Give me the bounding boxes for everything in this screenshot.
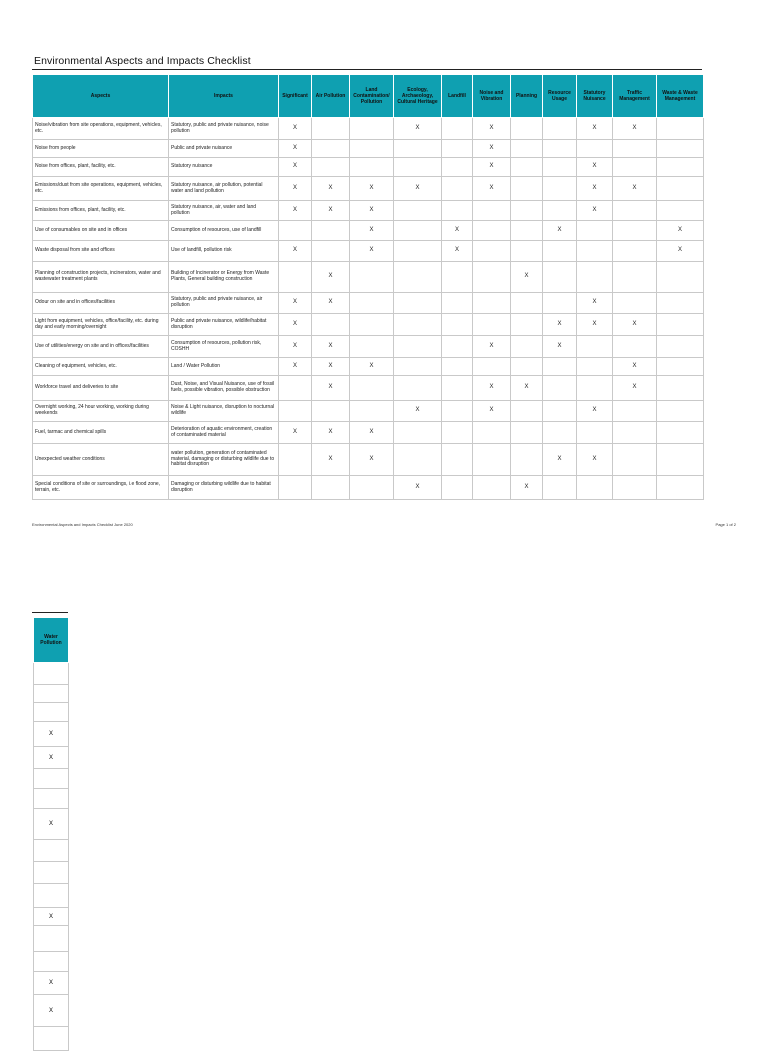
mark-cell xyxy=(613,476,657,500)
mark-cell: X xyxy=(312,422,350,444)
mark-cell: X xyxy=(473,376,511,401)
mark-cell: X xyxy=(577,158,613,177)
mark-cell xyxy=(577,422,613,444)
mark-cell xyxy=(543,241,577,262)
mark-cell xyxy=(543,140,577,158)
mark-cell: X xyxy=(312,201,350,221)
page2-row xyxy=(34,972,69,995)
mark-cell: X xyxy=(279,336,312,358)
water-pollution-cell: X xyxy=(34,995,69,1027)
mark-cell xyxy=(511,293,543,314)
mark-cell: X xyxy=(394,177,442,201)
mark-cell xyxy=(613,158,657,177)
mark-cell xyxy=(350,314,394,336)
mark-cell: X xyxy=(350,221,394,241)
impact-cell: Building of Incinerator or Energy from Waste Plants, General building construction xyxy=(169,262,279,293)
page2-row xyxy=(34,840,69,862)
mark-cell xyxy=(350,376,394,401)
footer-document-name: Environmental Aspects and Impacts Checklist June 2020 xyxy=(32,522,133,527)
page2-row xyxy=(34,809,69,840)
table-row xyxy=(33,444,704,476)
column-header: Aspects xyxy=(33,75,169,118)
mark-cell xyxy=(511,177,543,201)
mark-cell xyxy=(657,376,704,401)
mark-cell xyxy=(613,293,657,314)
mark-cell xyxy=(511,241,543,262)
mark-cell: X xyxy=(312,177,350,201)
page2-row xyxy=(34,769,69,789)
mark-cell xyxy=(577,376,613,401)
mark-cell xyxy=(657,158,704,177)
aspect-cell: Use of consumables on site and in offices xyxy=(33,221,169,241)
mark-cell xyxy=(394,241,442,262)
mark-cell: X xyxy=(577,314,613,336)
table-row xyxy=(33,336,704,358)
mark-cell xyxy=(394,444,442,476)
mark-cell xyxy=(543,158,577,177)
impact-cell: Deterioration of aquatic environment, creation of contaminated material xyxy=(169,422,279,444)
mark-cell xyxy=(442,314,473,336)
mark-cell xyxy=(394,140,442,158)
mark-cell xyxy=(657,201,704,221)
impact-cell: Statutory nuisance, air pollution, potential water and land pollution xyxy=(169,177,279,201)
mark-cell: X xyxy=(613,177,657,201)
table-row xyxy=(33,241,704,262)
mark-cell xyxy=(312,241,350,262)
water-pollution-cell: X xyxy=(34,809,69,840)
table-header-row xyxy=(33,75,704,118)
mark-cell: X xyxy=(577,401,613,422)
mark-cell xyxy=(613,444,657,476)
mark-cell xyxy=(613,241,657,262)
mark-cell xyxy=(442,444,473,476)
mark-cell xyxy=(442,118,473,140)
mark-cell xyxy=(657,422,704,444)
mark-cell xyxy=(279,401,312,422)
mark-cell xyxy=(312,158,350,177)
mark-cell: X xyxy=(279,241,312,262)
mark-cell xyxy=(394,358,442,376)
mark-cell xyxy=(657,293,704,314)
column-header: Air Pollution xyxy=(312,75,350,118)
page2-row xyxy=(34,952,69,972)
mark-cell xyxy=(657,401,704,422)
impact-cell: Consumption of resources, pollution risk, COSHH xyxy=(169,336,279,358)
page2-row xyxy=(34,789,69,809)
mark-cell: X xyxy=(312,293,350,314)
mark-cell: X xyxy=(312,262,350,293)
table-row xyxy=(33,158,704,177)
page2-row xyxy=(34,1027,69,1051)
mark-cell: X xyxy=(394,476,442,500)
mark-cell xyxy=(613,262,657,293)
mark-cell xyxy=(543,293,577,314)
column-header: Landfill xyxy=(442,75,473,118)
mark-cell xyxy=(511,358,543,376)
mark-cell xyxy=(473,314,511,336)
aspect-cell: Use of utilities/energy on site and in offices/facilities xyxy=(33,336,169,358)
table-row xyxy=(33,262,704,293)
column-header: Noise and Vibration xyxy=(473,75,511,118)
mark-cell xyxy=(511,158,543,177)
mark-cell xyxy=(473,241,511,262)
mark-cell xyxy=(543,177,577,201)
mark-cell xyxy=(350,336,394,358)
mark-cell xyxy=(577,221,613,241)
mark-cell: X xyxy=(543,444,577,476)
page2-row xyxy=(34,663,69,685)
column-header: Statutory Nuisance xyxy=(577,75,613,118)
mark-cell: X xyxy=(543,221,577,241)
mark-cell xyxy=(577,358,613,376)
mark-cell xyxy=(394,262,442,293)
page2-row xyxy=(34,722,69,747)
mark-cell xyxy=(511,422,543,444)
mark-cell xyxy=(473,444,511,476)
water-pollution-cell xyxy=(34,840,69,862)
mark-cell xyxy=(473,201,511,221)
mark-cell xyxy=(577,241,613,262)
table-row xyxy=(33,140,704,158)
mark-cell xyxy=(543,401,577,422)
table-row xyxy=(33,293,704,314)
mark-cell xyxy=(473,476,511,500)
water-pollution-cell xyxy=(34,926,69,952)
page2-row xyxy=(34,995,69,1027)
mark-cell xyxy=(442,476,473,500)
mark-cell xyxy=(473,293,511,314)
mark-cell xyxy=(543,376,577,401)
water-pollution-cell xyxy=(34,663,69,685)
mark-cell xyxy=(442,376,473,401)
mark-cell: X xyxy=(350,444,394,476)
mark-cell xyxy=(350,158,394,177)
impact-cell: Statutory nuisance xyxy=(169,158,279,177)
mark-cell: X xyxy=(511,476,543,500)
mark-cell: X xyxy=(613,118,657,140)
aspect-cell: Noise from people xyxy=(33,140,169,158)
mark-cell xyxy=(657,476,704,500)
mark-cell xyxy=(279,376,312,401)
water-pollution-cell xyxy=(34,1027,69,1051)
table-row xyxy=(33,401,704,422)
aspect-cell: Waste disposal from site and offices xyxy=(33,241,169,262)
mark-cell xyxy=(511,314,543,336)
mark-cell xyxy=(577,476,613,500)
mark-cell: X xyxy=(657,221,704,241)
aspect-cell: Overnight working, 24 hour working, working during weekends xyxy=(33,401,169,422)
mark-cell xyxy=(613,401,657,422)
mark-cell xyxy=(312,118,350,140)
mark-cell xyxy=(394,314,442,336)
mark-cell xyxy=(657,118,704,140)
mark-cell xyxy=(577,140,613,158)
water-pollution-cell: X xyxy=(34,972,69,995)
water-pollution-cell: X xyxy=(34,908,69,926)
column-header: Traffic Management xyxy=(613,75,657,118)
mark-cell xyxy=(577,262,613,293)
column-header: Planning xyxy=(511,75,543,118)
mark-cell xyxy=(394,293,442,314)
mark-cell xyxy=(613,201,657,221)
page2-table xyxy=(33,617,69,1051)
mark-cell: X xyxy=(312,376,350,401)
mark-cell xyxy=(279,476,312,500)
mark-cell: X xyxy=(312,444,350,476)
water-pollution-cell: X xyxy=(34,747,69,769)
impact-cell: Dust, Noise, and Visual Nuisance, use of fossil fuels, possible vibration, possible obstruction xyxy=(169,376,279,401)
page2-row xyxy=(34,685,69,703)
mark-cell: X xyxy=(279,358,312,376)
mark-cell: X xyxy=(577,293,613,314)
mark-cell xyxy=(350,140,394,158)
mark-cell xyxy=(350,476,394,500)
mark-cell: X xyxy=(473,118,511,140)
mark-cell: X xyxy=(279,158,312,177)
aspect-cell: Emissions/dust from site operations, equipment, vehicles, etc. xyxy=(33,177,169,201)
mark-cell: X xyxy=(279,177,312,201)
aspect-cell: Noise from offices, plant, facility, etc. xyxy=(33,158,169,177)
mark-cell xyxy=(312,221,350,241)
mark-cell xyxy=(657,140,704,158)
table-row xyxy=(33,177,704,201)
water-pollution-cell xyxy=(34,952,69,972)
aspect-cell: Light from equipment, vehicles, office/facility, etc. during day and early morning/overnight xyxy=(33,314,169,336)
page2-row xyxy=(34,862,69,884)
mark-cell xyxy=(511,444,543,476)
aspect-cell: Noise/vibration from site operations, equipment, vehicles, etc. xyxy=(33,118,169,140)
column-header: Resource Usage xyxy=(543,75,577,118)
mark-cell xyxy=(543,118,577,140)
table-row xyxy=(33,118,704,140)
column-header: Impacts xyxy=(169,75,279,118)
water-pollution-cell xyxy=(34,685,69,703)
mark-cell xyxy=(442,158,473,177)
mark-cell xyxy=(279,444,312,476)
impact-cell: Use of landfill, pollution risk xyxy=(169,241,279,262)
water-pollution-cell xyxy=(34,703,69,722)
impact-cell: Statutory, public and private nuisance, air pollution xyxy=(169,293,279,314)
mark-cell xyxy=(613,422,657,444)
page2-header-water-pollution: Water Pollution xyxy=(34,618,69,663)
column-header: Land Contamination/ Pollution xyxy=(350,75,394,118)
mark-cell xyxy=(394,376,442,401)
mark-cell: X xyxy=(350,201,394,221)
page2-row xyxy=(34,703,69,722)
footer-page-number: Page 1 of 2 xyxy=(715,522,736,527)
mark-cell xyxy=(312,401,350,422)
mark-cell xyxy=(473,221,511,241)
mark-cell xyxy=(350,293,394,314)
mark-cell: X xyxy=(543,314,577,336)
mark-cell: X xyxy=(350,358,394,376)
mark-cell: X xyxy=(511,262,543,293)
mark-cell: X xyxy=(394,118,442,140)
mark-cell xyxy=(473,262,511,293)
mark-cell: X xyxy=(394,401,442,422)
mark-cell xyxy=(577,336,613,358)
impact-cell: Consumption of resources, use of landfill xyxy=(169,221,279,241)
table-row xyxy=(33,422,704,444)
aspect-cell: Unexpected weather conditions xyxy=(33,444,169,476)
impact-cell: Land / Water Pollution xyxy=(169,358,279,376)
mark-cell xyxy=(543,201,577,221)
table-row xyxy=(33,476,704,500)
table-row xyxy=(33,376,704,401)
mark-cell: X xyxy=(473,177,511,201)
mark-cell xyxy=(543,422,577,444)
mark-cell xyxy=(511,118,543,140)
mark-cell: X xyxy=(613,376,657,401)
mark-cell xyxy=(312,476,350,500)
mark-cell: X xyxy=(279,293,312,314)
mark-cell xyxy=(613,140,657,158)
checklist-table xyxy=(32,74,704,500)
mark-cell: X xyxy=(577,118,613,140)
mark-cell: X xyxy=(473,140,511,158)
impact-cell: Damaging or disturbing wildlife due to habitat disruption xyxy=(169,476,279,500)
page2-row xyxy=(34,908,69,926)
mark-cell xyxy=(657,336,704,358)
table-row xyxy=(33,314,704,336)
title-divider xyxy=(32,69,702,70)
impact-cell: water pollution, generation of contaminated material, damaging or disturbing wildlife due to habitat disruption xyxy=(169,444,279,476)
mark-cell: X xyxy=(473,336,511,358)
aspect-cell: Odour on site and in offices/facilities xyxy=(33,293,169,314)
mark-cell: X xyxy=(577,177,613,201)
mark-cell xyxy=(312,140,350,158)
mark-cell: X xyxy=(511,376,543,401)
aspect-cell: Special conditions of site or surroundings, i.e flood zone, terrain, etc. xyxy=(33,476,169,500)
mark-cell: X xyxy=(473,158,511,177)
impact-cell: Public and private nuisance, wildlife/habitat disruption xyxy=(169,314,279,336)
mark-cell xyxy=(511,221,543,241)
table-row xyxy=(33,358,704,376)
mark-cell: X xyxy=(442,241,473,262)
mark-cell xyxy=(613,221,657,241)
mark-cell xyxy=(394,221,442,241)
mark-cell: X xyxy=(657,241,704,262)
mark-cell xyxy=(350,262,394,293)
aspect-cell: Emissions from offices, plant, facility, etc. xyxy=(33,201,169,221)
mark-cell: X xyxy=(473,401,511,422)
water-pollution-cell xyxy=(34,789,69,809)
mark-cell xyxy=(442,336,473,358)
mark-cell: X xyxy=(543,336,577,358)
page2-row xyxy=(34,747,69,769)
page-title: Environmental Aspects and Impacts Checklist xyxy=(34,55,251,67)
mark-cell: X xyxy=(279,140,312,158)
column-header: Significant xyxy=(279,75,312,118)
impact-cell: Statutory nuisance, air, water and land pollution xyxy=(169,201,279,221)
mark-cell xyxy=(394,422,442,444)
mark-cell xyxy=(543,262,577,293)
mark-cell xyxy=(394,158,442,177)
mark-cell: X xyxy=(613,358,657,376)
mark-cell xyxy=(473,358,511,376)
mark-cell xyxy=(442,262,473,293)
mark-cell xyxy=(657,444,704,476)
mark-cell: X xyxy=(312,336,350,358)
mark-cell: X xyxy=(577,444,613,476)
mark-cell xyxy=(511,336,543,358)
mark-cell xyxy=(473,422,511,444)
column-header: Ecology, Archaeology, Cultural Heritage xyxy=(394,75,442,118)
table-row xyxy=(33,221,704,241)
impact-cell: Noise & Light nuisance, disruption to nocturnal wildlife xyxy=(169,401,279,422)
mark-cell: X xyxy=(279,314,312,336)
mark-cell xyxy=(511,201,543,221)
mark-cell xyxy=(442,201,473,221)
mark-cell xyxy=(657,358,704,376)
mark-cell xyxy=(511,401,543,422)
mark-cell xyxy=(442,293,473,314)
mark-cell: X xyxy=(350,422,394,444)
aspect-cell: Planning of construction projects, incinerators, water and wastewater treatment plants xyxy=(33,262,169,293)
mark-cell: X xyxy=(279,118,312,140)
mark-cell xyxy=(279,262,312,293)
mark-cell xyxy=(442,401,473,422)
aspect-cell: Fuel, tarmac and chemical spills xyxy=(33,422,169,444)
mark-cell xyxy=(543,358,577,376)
mark-cell xyxy=(312,314,350,336)
mark-cell xyxy=(657,262,704,293)
mark-cell xyxy=(442,140,473,158)
mark-cell xyxy=(279,221,312,241)
mark-cell xyxy=(657,314,704,336)
page2-row xyxy=(34,926,69,952)
mark-cell xyxy=(350,401,394,422)
mark-cell xyxy=(442,358,473,376)
mark-cell: X xyxy=(279,422,312,444)
mark-cell xyxy=(394,336,442,358)
impact-cell: Public and private nuisance xyxy=(169,140,279,158)
water-pollution-cell xyxy=(34,884,69,908)
water-pollution-cell xyxy=(34,862,69,884)
mark-cell: X xyxy=(577,201,613,221)
mark-cell: X xyxy=(613,314,657,336)
mark-cell: X xyxy=(350,241,394,262)
mark-cell xyxy=(543,476,577,500)
mark-cell xyxy=(442,177,473,201)
mark-cell xyxy=(350,118,394,140)
aspect-cell: Workforce travel and deliveries to site xyxy=(33,376,169,401)
mark-cell xyxy=(657,177,704,201)
column-header: Waste & Waste Management xyxy=(657,75,704,118)
table-row xyxy=(33,201,704,221)
page2-row xyxy=(34,884,69,908)
impact-cell: Statutory, public and private nuisance, noise pollution xyxy=(169,118,279,140)
page2-divider xyxy=(32,612,68,613)
water-pollution-cell: X xyxy=(34,722,69,747)
mark-cell xyxy=(442,422,473,444)
mark-cell: X xyxy=(350,177,394,201)
aspect-cell: Cleaning of equipment, vehicles, etc. xyxy=(33,358,169,376)
mark-cell: X xyxy=(279,201,312,221)
mark-cell: X xyxy=(442,221,473,241)
mark-cell: X xyxy=(312,358,350,376)
water-pollution-cell xyxy=(34,769,69,789)
mark-cell xyxy=(394,201,442,221)
mark-cell xyxy=(511,140,543,158)
mark-cell xyxy=(613,336,657,358)
